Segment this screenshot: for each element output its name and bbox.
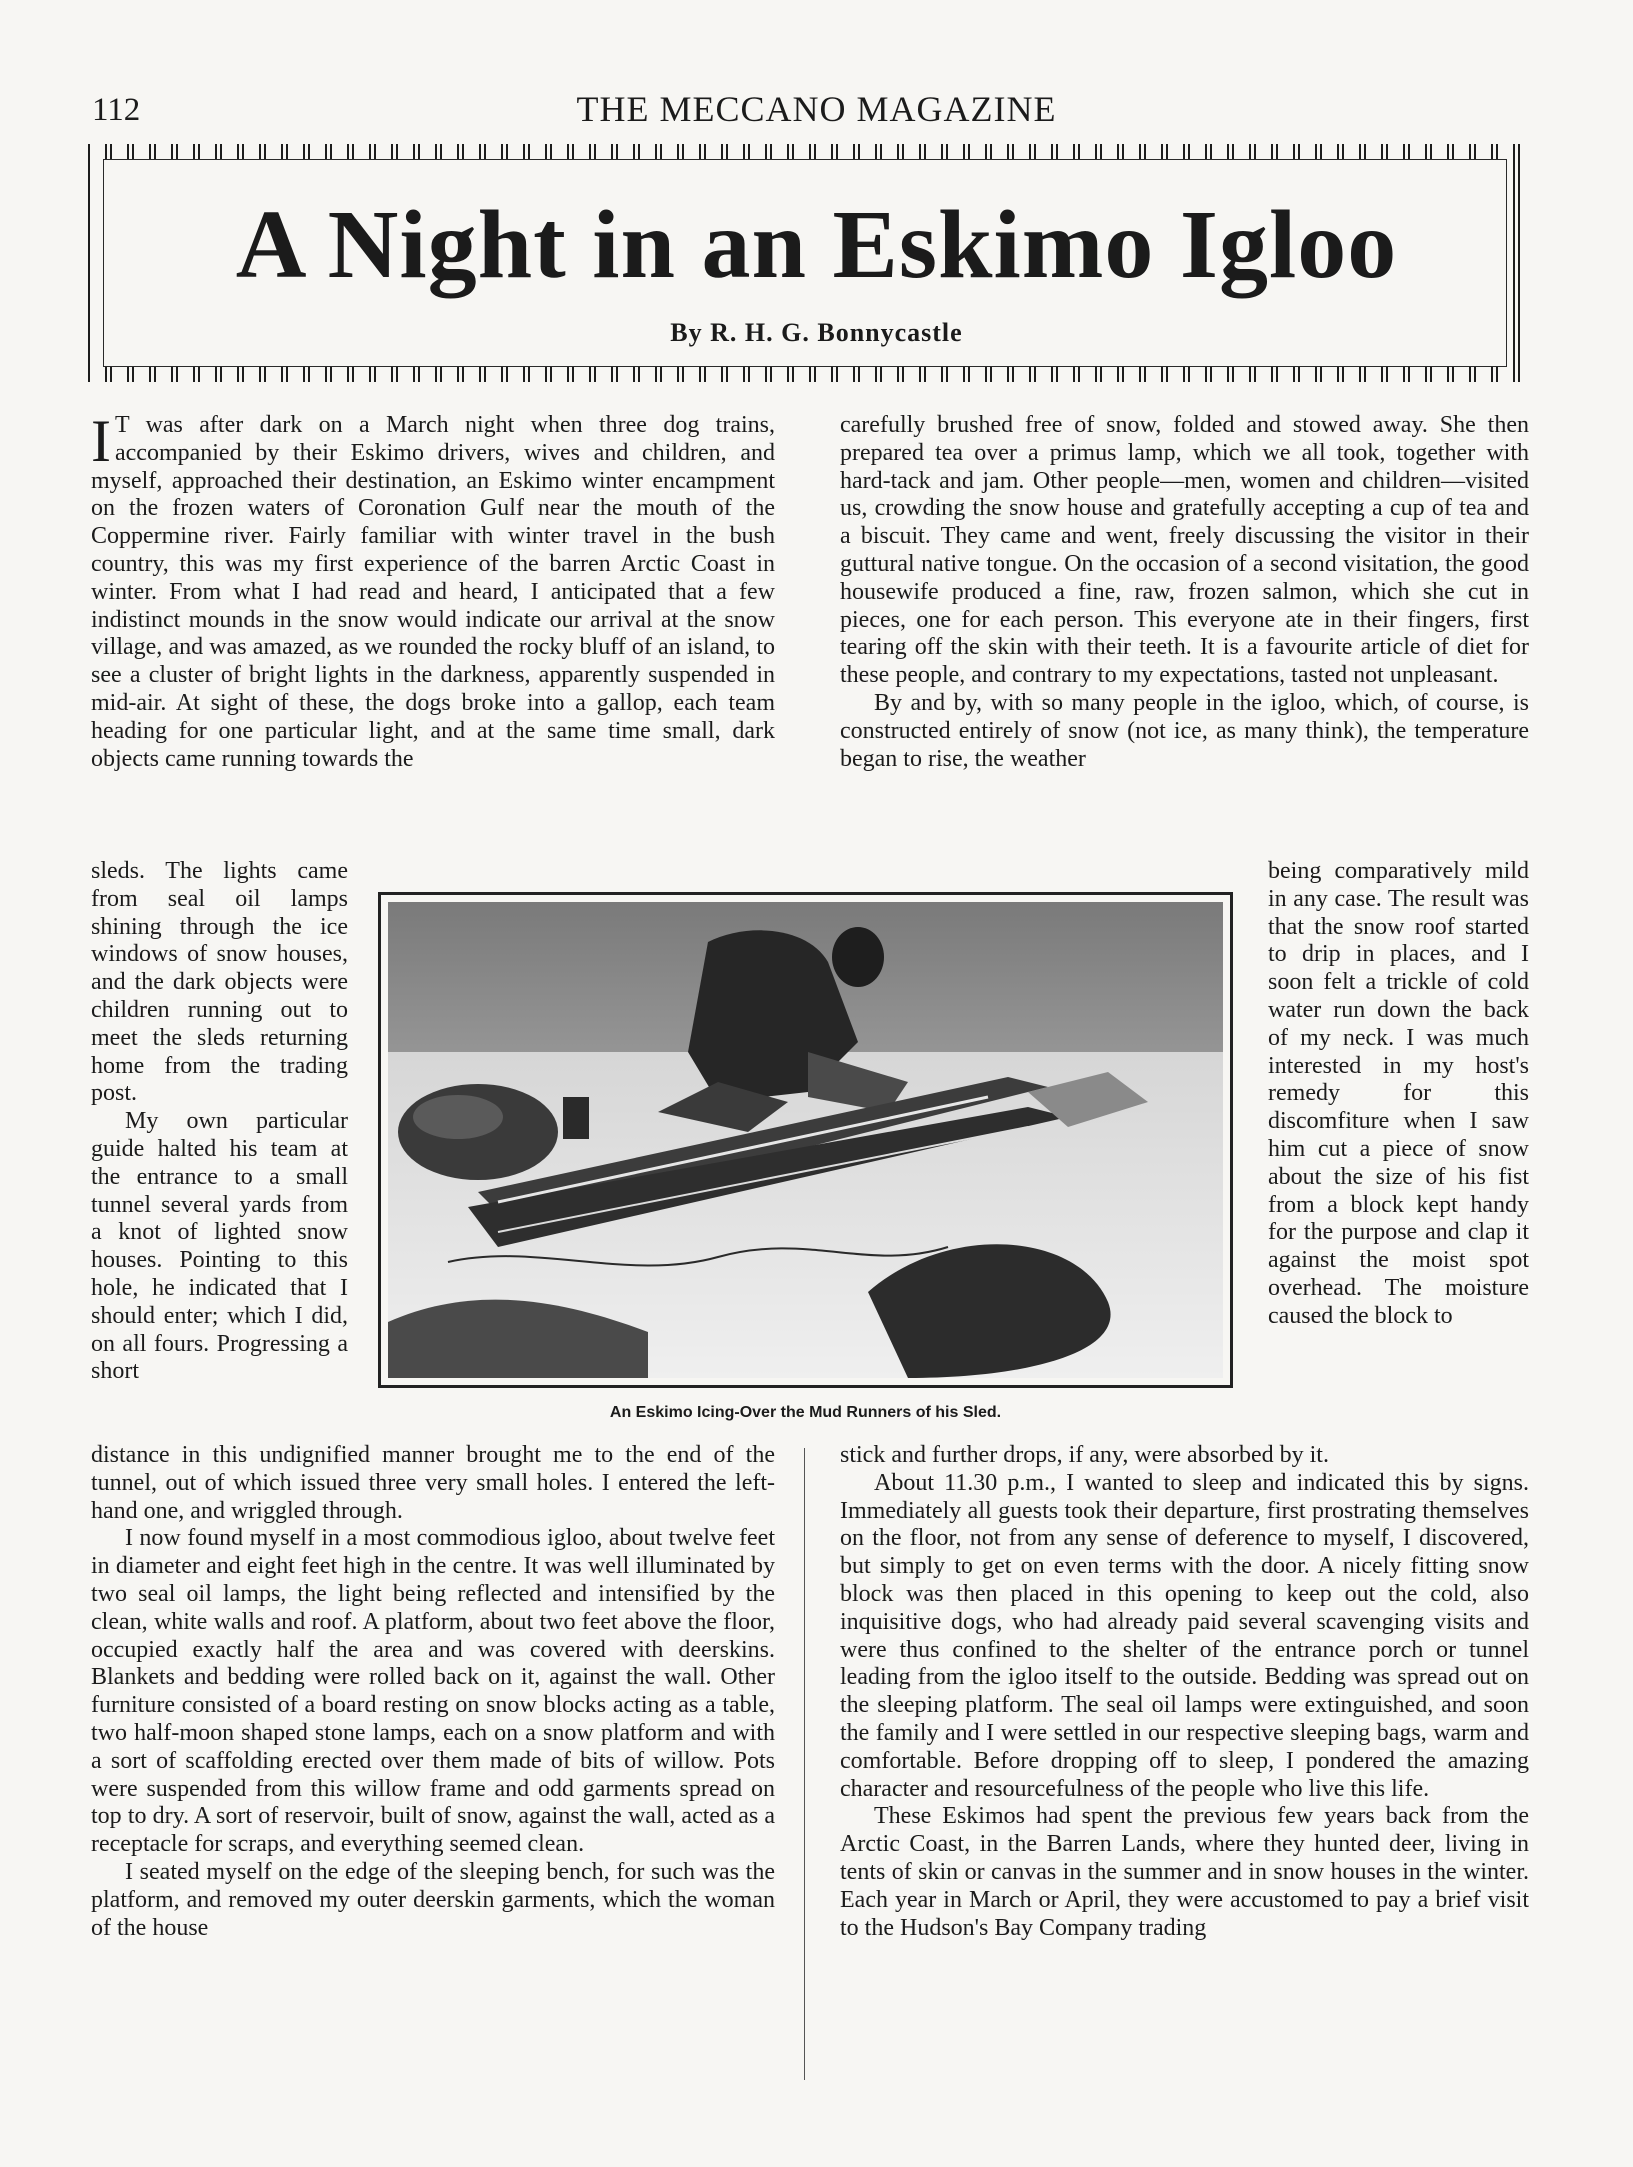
- drop-cap: I: [91, 408, 111, 474]
- paragraph-7: About 11.30 p.m., I wanted to sleep and indicated this by signs. Immediately all guests took their departure, first prostrating themselves on the floor, not from any sense of deference to myself, I discovered, but simply to get on even terms with the door. A nicely fitting snow block was then placed in this opening to keep out the cold, also inquisitive dogs, who had already paid several scavenging visits and were thus confined to the shelter of the entrance porch or tunnel leading from the igloo itself to the outside. Bedding was spread out on the sleeping platform. The seal oil lamps were extinguished, and soon the family and I were settled in our respective sleeping bags, warm and comfortable. Before dropping off to sleep, I pondered the amazing character and resourcefulness of the people who live this life.: [840, 1469, 1529, 1802]
- paragraph-2: My own particular guide halted his team at the entrance to a small tunnel several yards from a knot of lighted snow houses. Pointing to this hole, he indicated that I should enter; which I did, on all fours. Progressing a short: [91, 1108, 348, 1385]
- article-title: A Night in an Eskimo Igloo: [235, 191, 1398, 299]
- photo-frame: [378, 892, 1233, 1388]
- sled-photo: [388, 902, 1223, 1378]
- right-column-bottom: [840, 1442, 1529, 1942]
- right-column-wrap: [1268, 858, 1529, 1331]
- paragraph-4: I seated myself on the edge of the sleeping bench, for such was the platform, and removed my outer deerskin garments, which the woman of the house: [91, 1858, 775, 1941]
- magazine-title: THE MECCANO MAGAZINE: [576, 89, 1057, 129]
- paragraph-6-end: stick and further drops, if any, were absorbed by it.: [840, 1442, 1329, 1468]
- byline: By R. H. G. Bonnycastle: [670, 318, 963, 347]
- paragraph-6: By and by, with so many people in the igloo, which, of course, is constructed entirely of snow (not ice, as many think), the temperature began to rise, the weather: [840, 689, 1529, 772]
- paragraph-1: [91, 408, 775, 773]
- paragraph-3: I now found myself in a most commodious igloo, about twelve feet in diameter and eight feet high in the centre. It was well illuminated by two seal oil lamps, the light being reflected and intensified by the clean, white walls and roof. A platform, about two feet above the floor, occupied exactly half the area and was covered with deerskins. Blankets and bedding were rolled back on it, against the wall. Other furniture consisted of a board resting on snow blocks acting as a table, two half-moon shaped stone lamps, each on a snow platform and with a sort of scaffolding erected over them made of bits of willow. Pots were suspended from this willow frame and odd garments spread on top to dry. A sort of reservoir, built of snow, against the wall, acted as a receptacle for scraps, and everything seemed clean.: [91, 1525, 775, 1858]
- page-number: 112: [92, 92, 141, 128]
- left-column-top: [91, 408, 775, 773]
- right-column-top: [840, 412, 1529, 773]
- paragraph-5: carefully brushed free of snow, folded and stowed away. She then prepared tea over a primus lamp, which we all took, together with hard-tack and jam. Other people—men, women and children—visited us, crowding the snow house and gratefully accepting a cup of tea and a biscuit. They came and went, freely discussing the visitor in their guttural native tongue. On the occasion of a second visitation, the good housewife produced a fine, raw, frozen salmon, which she cut in pieces, one for each person. This everyone ate in their fingers, first tearing off the skin with their teeth. It is a favourite article of diet for these people, and contrary to my expectations, tasted not unpleasant.: [840, 412, 1529, 689]
- paragraph-8: These Eskimos had spent the previous few years back from the Arctic Coast, in the Barren Lands, where they hunted deer, living in tents of skin or canvas in the summer and in snow houses in the winter. Each year in March or April, they were accustomed to pay a brief visit to the Hudson's Bay Company trading: [840, 1803, 1529, 1941]
- paragraph-1-continued: sleds. The lights came from seal oil lamps shining through the ice windows of snow houses, and the dark objects were children running out to meet the sleds returning home from the trading post.: [91, 858, 348, 1107]
- column-divider: [804, 1448, 805, 2080]
- paragraph-6-continued: being comparatively mild in any case. The result was that the snow roof started to drip in places, and I soon felt a trickle of cold water run down the back of my neck. I was much interested in my host's remedy for this discomfiture when I saw him cut a piece of snow about the size of his fist from a block kept handy for the purpose and clap it against the moist spot overhead. The moisture caused the block to: [1268, 858, 1529, 1329]
- photo-caption: An Eskimo Icing-Over the Mud Runners of his Sled.: [609, 1404, 1002, 1421]
- paragraph-1-text: T was after dark on a March night when three dog trains, accompanied by their Eskimo drivers, wives and children, and myself, approached their destination, an Eskimo winter encampment on the frozen waters of Coronation Gulf near the mouth of the Coppermine river. Fairly familiar with winter travel in the bush country, this was my first experience of the barren Arctic Coast in winter. From what I had read and heard, I anticipated that a few indistinct mounds in the snow would indicate our arrival at the snow village, and was amazed, as we rounded the rocky bluff of an island, to see a cluster of bright lights in the darkness, apparently suspended in mid-air. At sight of these, the dogs broke into a gallop, each team heading for one particular light, and at the same time small, dark objects came running towards the: [91, 412, 775, 772]
- paragraph-2-continued: distance in this undignified manner brought me to the end of the tunnel, out of which issued three very small holes. I entered the left-hand one, and wriggled through.: [91, 1442, 775, 1524]
- left-column-wrap: [91, 858, 348, 1386]
- left-column-bottom: [91, 1442, 775, 1942]
